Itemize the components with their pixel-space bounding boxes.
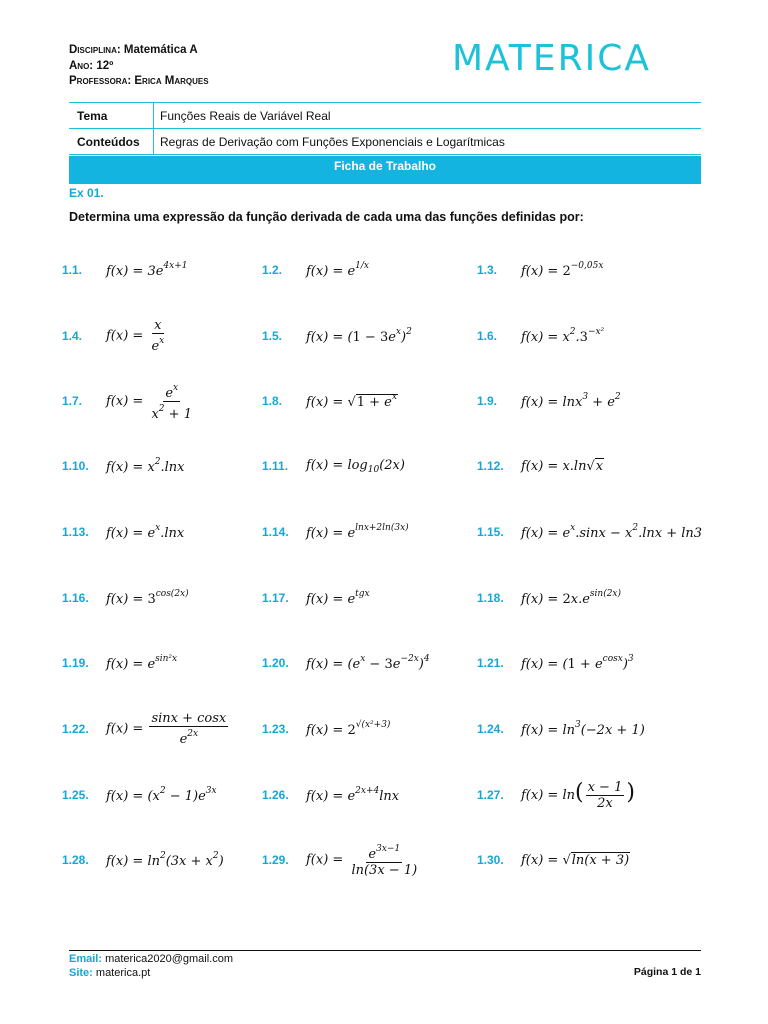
problem-1-4 xyxy=(62,316,168,356)
problem-expression: f(x) = $\frac{\sin x + \cos x}{e^{2x}}$ xyxy=(106,711,227,747)
professora-label: Professora: xyxy=(69,75,132,87)
site-value[interactable]: materica.pt xyxy=(95,967,151,979)
problem-number: 1.8. xyxy=(262,394,283,408)
problem-expression: $f(x) = 2x.e^{sin(2x)}$ xyxy=(521,589,622,607)
site-label: Site: xyxy=(69,967,93,979)
problem-number: 1.18. xyxy=(477,591,504,605)
problem-1-3 xyxy=(477,250,603,290)
problem-number: 1.11. xyxy=(262,459,289,473)
problem-number: 1.21. xyxy=(477,656,504,670)
problem-1-13 xyxy=(62,512,184,552)
problem-number: 1.15. xyxy=(477,525,504,539)
ano-label: Ano: xyxy=(69,59,94,72)
worksheet-banner: Ficha de Trabalho xyxy=(69,156,701,184)
conteudos-value: Regras de Derivação com Funções Exponenciais e Logarítmicas xyxy=(154,129,702,155)
page-number: Página 1 de 1 xyxy=(633,966,701,978)
problem-1-8 xyxy=(262,381,398,421)
problem-1-29 xyxy=(262,840,421,880)
instruction: Determina uma expressão da função derivada de cada uma das funções definidas por: xyxy=(69,210,584,224)
problem-1-10 xyxy=(62,446,185,486)
problem-expression: f(x) = $\frac{e^x}{x^2 + 1}$ xyxy=(106,382,192,422)
problem-expression: $f(x) = 3e^{4x+1}$ xyxy=(106,261,188,279)
problem-expression: $f(x) = \ln^2(3x + x^2)$ xyxy=(106,851,224,869)
problem-number: 1.1. xyxy=(62,263,83,277)
problem-1-14 xyxy=(262,512,409,552)
problem-expression: $f(x) = (1 + e^{cosx})^3$ xyxy=(521,654,634,672)
professora-value: Erica Marques xyxy=(134,75,209,87)
email-label: Email: xyxy=(69,953,103,965)
tema-key: Tema xyxy=(69,103,154,129)
footer-divider xyxy=(69,950,701,951)
problem-expression: f(x) = √ln(x + 3) xyxy=(521,852,630,868)
problem-expression: $f(x) = e^{2x+4}\ln x$ xyxy=(306,786,400,804)
conteudos-key: Conteúdos xyxy=(69,129,154,155)
problem-number: 1.29. xyxy=(262,853,289,867)
problem-1-11 xyxy=(262,446,405,486)
disciplina-value: Matemática A xyxy=(123,44,198,56)
problem-expression: $f(x) = √1 + e^x$ xyxy=(306,392,397,410)
problem-1-30 xyxy=(477,840,630,880)
problem-1-2 xyxy=(262,250,369,290)
problem-number: 1.4. xyxy=(62,329,83,343)
problem-1-7 xyxy=(62,381,196,421)
problem-1-6 xyxy=(477,316,604,356)
problem-number: 1.7. xyxy=(62,394,83,408)
problem-expression: $f(x) = \log_{10}(2x)$ xyxy=(306,457,405,475)
materica-logo: MATERICA xyxy=(452,38,652,79)
problem-expression: $f(x) = x^2.\ln x$ xyxy=(106,457,185,475)
problem-number: 1.6. xyxy=(477,329,498,343)
problem-expression: f(x) = $\frac{e^{3x-1}}{\ln(3x - 1)}$ xyxy=(306,844,418,878)
problem-1-22 xyxy=(62,709,230,749)
problem-number: 1.25. xyxy=(62,788,89,802)
problem-expression: $f(x) = e^{tgx}$ xyxy=(306,589,370,607)
email-value[interactable]: materica2020@gmail.com xyxy=(105,953,234,965)
problem-number: 1.17. xyxy=(262,591,289,605)
problem-number: 1.22. xyxy=(62,722,89,736)
problem-expression: $f(x) = e^{lnx+2ln(3x)}$ xyxy=(306,523,409,541)
problem-expression: $f(x) = e^{1/x}$ xyxy=(306,261,369,279)
problem-1-26 xyxy=(262,775,399,815)
problem-number: 1.12. xyxy=(477,459,504,473)
problem-number: 1.23. xyxy=(262,722,289,736)
problem-1-25 xyxy=(62,775,217,815)
problem-expression: f(x) = $\frac{x}{e^x}$ xyxy=(106,318,165,354)
problem-number: 1.2. xyxy=(262,263,283,277)
problem-expression: f(x) = x.ln√x xyxy=(521,458,604,474)
problem-expression: $f(x) = 2^{-0,05x}$ xyxy=(521,261,604,279)
problem-number: 1.26. xyxy=(262,788,289,802)
problem-1-17 xyxy=(262,578,370,618)
problem-number: 1.10. xyxy=(62,459,89,473)
problem-1-15 xyxy=(477,512,702,552)
problem-number: 1.13. xyxy=(62,525,89,539)
footer-contact xyxy=(69,952,233,980)
problem-expression: $f(x) = 3^{cos(2x)}$ xyxy=(106,589,189,607)
problem-1-19 xyxy=(62,643,177,683)
exercise-title: Ex 01. xyxy=(69,186,104,200)
disciplina-label: Disciplina: xyxy=(69,44,121,56)
problem-1-24 xyxy=(477,709,645,749)
ano-value: 12º xyxy=(96,59,114,72)
problem-expression: f(x) = ln( $\frac{x - 1}{2x}$ ) xyxy=(521,779,635,811)
problem-number: 1.24. xyxy=(477,722,504,736)
problem-number: 1.5. xyxy=(262,329,283,343)
problem-expression: $f(x) = (e^x - 3e^{-2x})^4$ xyxy=(306,654,430,672)
problem-expression: $f(x) = x^2.3^{-x^2}$ xyxy=(521,327,605,345)
problem-1-20 xyxy=(262,643,430,683)
problem-expression: $f(x) = 2^{√(x^2+3)}$ xyxy=(306,720,391,738)
problem-1-12 xyxy=(477,446,604,486)
problem-expression: $f(x) = e^x.\sin x - x^2.\ln x + \ln 3$ xyxy=(521,523,703,541)
problem-number: 1.30. xyxy=(477,853,504,867)
problem-number: 1.28. xyxy=(62,853,89,867)
problem-number: 1.16. xyxy=(62,591,89,605)
tema-value: Funções Reais de Variável Real xyxy=(154,103,702,129)
problem-expression: $f(x) = (1 - 3e^x)^2$ xyxy=(306,327,412,345)
problem-number: 1.19. xyxy=(62,656,89,670)
problem-1-28 xyxy=(62,840,224,880)
problem-expression: $f(x) = e^{sin^2x}$ xyxy=(106,654,178,672)
problem-1-1 xyxy=(62,250,188,290)
problem-1-5 xyxy=(262,316,412,356)
problem-1-18 xyxy=(477,578,621,618)
problem-expression: $f(x) = e^x.\ln x$ xyxy=(106,523,185,541)
problem-1-9 xyxy=(477,381,621,421)
problem-1-23 xyxy=(262,709,390,749)
problem-number: 1.3. xyxy=(477,263,498,277)
problem-1-27 xyxy=(477,775,635,815)
problem-number: 1.27. xyxy=(477,788,504,802)
problem-1-16 xyxy=(62,578,189,618)
problem-1-21 xyxy=(477,643,634,683)
problem-number: 1.20. xyxy=(262,656,289,670)
problem-expression: $f(x) = \ln^3(-2x + 1)$ xyxy=(521,720,645,738)
problem-number: 1.9. xyxy=(477,394,498,408)
problem-number: 1.14. xyxy=(262,525,289,539)
problem-expression: $f(x) = \ln x^3 + e^2$ xyxy=(521,392,621,410)
problem-expression: $f(x) = (x^2 - 1)e^{3x}$ xyxy=(106,786,217,804)
